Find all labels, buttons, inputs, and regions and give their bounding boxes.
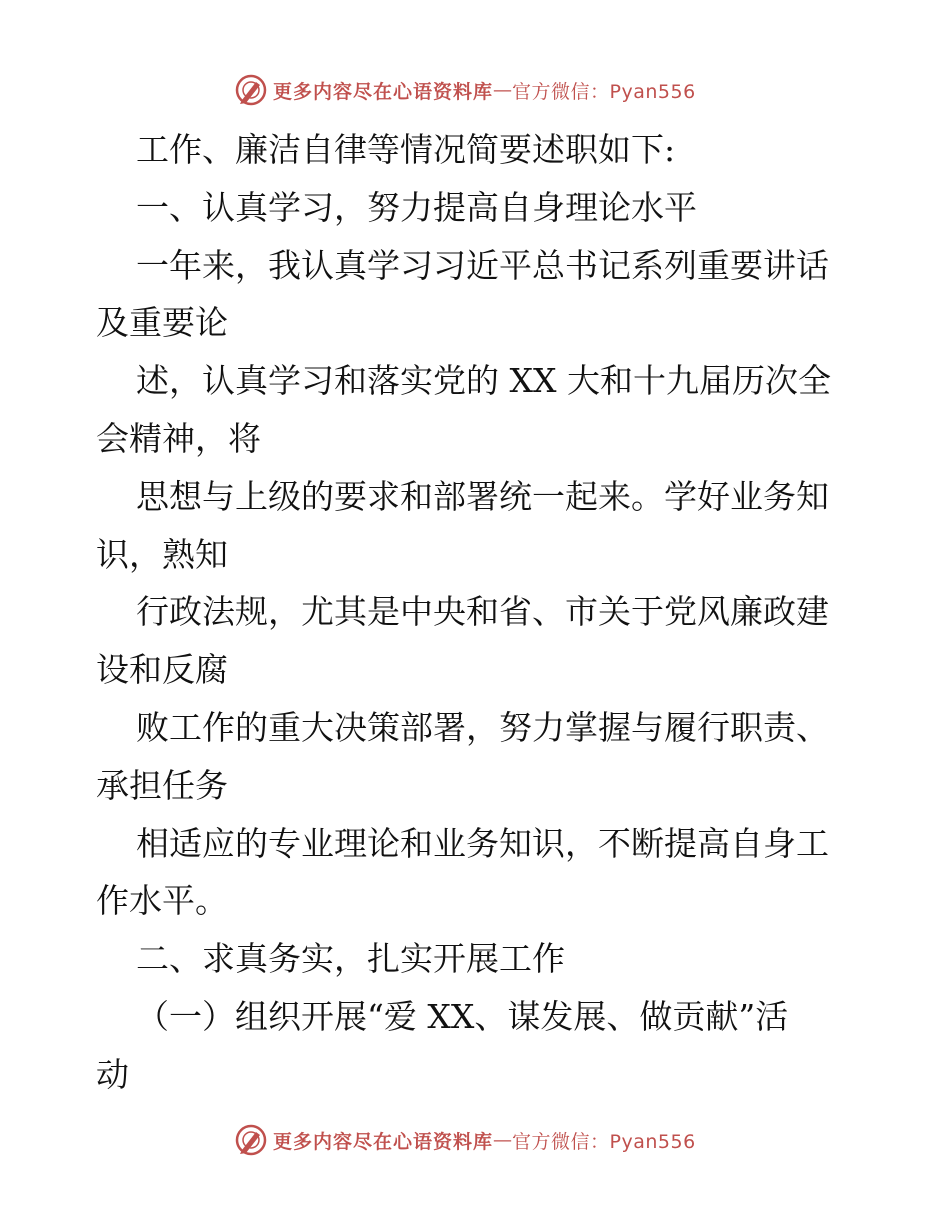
text-line: 识，熟知 [96, 534, 228, 574]
text-line: 一年来，我认真学习习近平总书记系列重要讲话 [136, 245, 829, 285]
text-line: 设和反腐 [96, 650, 228, 690]
text-line: 败工作的重大决策部署，努力掌握与履行职责、 [136, 707, 829, 747]
banner-dash: — [493, 79, 513, 101]
text-line: 相适应的专业理论和业务知识，不断提高自身工 [136, 823, 829, 863]
text-line: 述，认真学习和落实党的 XX 大和十九届历次全 [136, 361, 831, 401]
section-heading: 二、求真务实，扎实开展工作 [136, 939, 565, 979]
subsection-heading: （一）组织开展“爱 XX、谋发展、做贡献”活 [136, 996, 789, 1036]
pen-logo-icon [234, 73, 268, 107]
document-body [96, 121, 866, 1104]
banner-dash: — [493, 1129, 513, 1151]
banner-brand: 更多内容尽在心语资料库 [273, 1130, 494, 1153]
text-line: 工作、廉洁自律等情况简要述职如下: [136, 130, 676, 169]
text-line: 行政法规，尤其是中央和省、市关于党风廉政建 [136, 592, 829, 632]
text-line: 作水平。 [96, 881, 228, 921]
footer-banner [234, 1120, 734, 1160]
text-line: 动 [96, 1054, 129, 1094]
banner-contact: 官方微信：Pyan556 [512, 80, 696, 103]
banner-brand: 更多内容尽在心语资料库 [273, 80, 494, 103]
section-heading: 一、认真学习，努力提高自身理论水平 [136, 187, 697, 227]
text-line: 及重要论 [96, 303, 228, 343]
text-line: 思想与上级的要求和部署统一起来。学好业务知 [136, 476, 829, 516]
text-line: 承担任务 [96, 765, 228, 805]
header-banner [234, 70, 734, 110]
text-line: 会精神，将 [96, 418, 261, 458]
banner-contact: 官方微信：Pyan556 [512, 1130, 696, 1153]
pen-logo-icon [234, 1123, 268, 1157]
